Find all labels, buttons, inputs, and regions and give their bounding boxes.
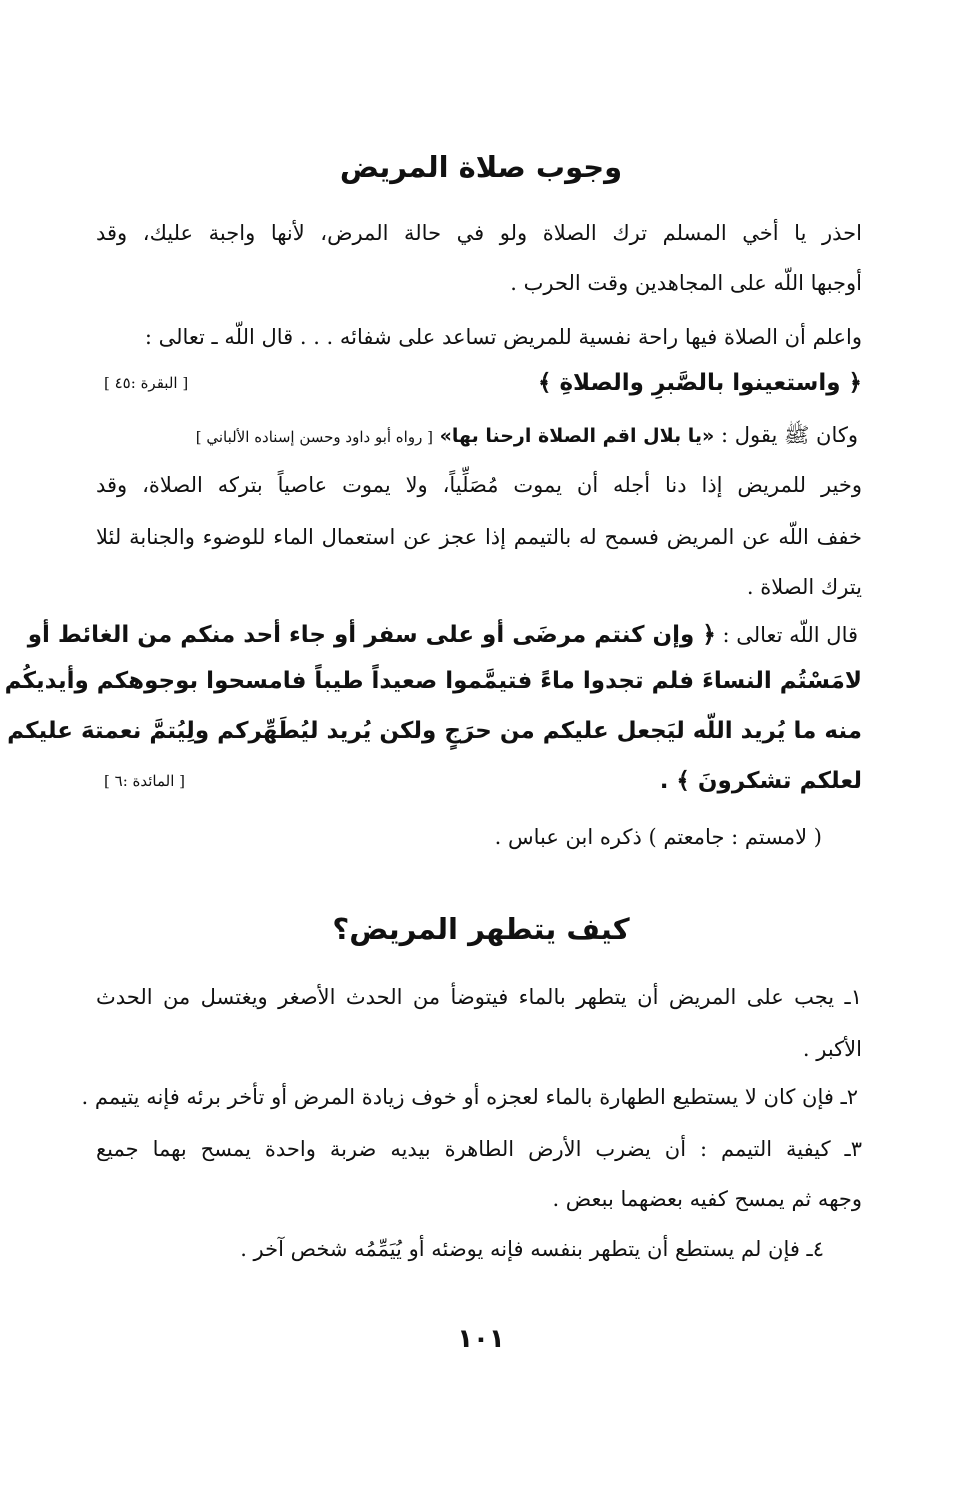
verse-reference: [ البقرة :٤٥ ] [104, 374, 189, 392]
list-item-continuation: وجهه ثم يمسح كفيه بعضهما ببعض . [552, 1187, 862, 1211]
hadith-prefix: وكان ﷺ يقول : [720, 423, 858, 447]
list-item: ١ـ يجب على المريض أن يتطهر بالماء فيتوضأ من الحدث الأصغر ويغتسل من الحدث [96, 985, 862, 1009]
quran-verse-line: لعلكم تشكرونَ ﴾ . [659, 768, 862, 794]
paragraph-line: وخير للمريض إذا دنا أجله أن يموت مُصَلِّياً، ولا يموت عاصياً بتركه الصلاة، وقد [96, 473, 862, 497]
quran-verse: ﴿ واستعينوا بالصَّبرِ والصلاةِ ﴾ [537, 370, 862, 396]
hadith-reference: [ رواه أبو داود وحسن إسناده الألباني ] [195, 428, 433, 446]
paragraph-line: احذر يا أخي المسلم ترك الصلاة ولو في حالة المرض، لأنها واجبة عليك، وقد [96, 221, 862, 245]
quran-verse-line: منه ما يُريد اللّه ليَجعل عليكم من حرَجٍ ولكن يُريد ليُطَهِّركم ولِيُتمَّ نعمتهَ عليكم [7, 718, 862, 744]
note-line: ( لامستم : جامعتم ) ذكره ابن عباس . [494, 825, 822, 849]
quran-verse-line: لامَسْتُم النساءَ فلم تجدوا ماءً فتيمَّموا صعيداً طيباً فامسحوا بوجوهكم وأيديكُم [4, 668, 862, 694]
list-item: ٢ـ فإن كان لا يستطيع الطهارة بالماء لعجزه أو خوف زيادة المرض أو تأخر برئه فإنه يتيمم . [81, 1085, 858, 1109]
verse-intro-line [27, 620, 858, 650]
hadith-line [92, 420, 858, 452]
section-title-purification: كيف يتطهر المريض؟ [332, 912, 630, 946]
paragraph-line: خفف اللّه عن المريض فسمح له بالتيمم إذا عجز عن استعمال الماء للوضوء والجنابة لئلا [96, 525, 862, 549]
list-item: ٤ـ فإن لم يستطع أن يتطهر بنفسه فإنه يوضئه أو يُيَمِّمُه شخص آخر . [240, 1237, 824, 1261]
quran-verse: ﴿ وإن كنتم مرضَى أو على سفر أو جاء أحد منكم من الغائط أو [27, 622, 716, 648]
hadith-text: «يا بلال اقم الصلاة ارحنا بها» [439, 425, 715, 447]
list-item-continuation: الأكبر . [802, 1037, 862, 1061]
list-item: ٣ـ كيفية التيمم : أن يضرب الأرض الطاهرة بيديه ضربة واحدة يمسح بهما جميع [96, 1137, 862, 1161]
paragraph-line: يترك الصلاة . [746, 575, 862, 599]
page-number: ١٠١ [457, 1324, 505, 1354]
paragraph-line: واعلم أن الصلاة فيها راحة نفسية للمريض تساعد على شفائه . . . قال اللّه ـ تعالى : [144, 325, 862, 349]
verse-reference: [ المائدة :٦ ] [104, 772, 186, 790]
verse-intro: قال اللّه تعالى : [722, 623, 858, 647]
paragraph-line: أوجبها اللّه على المجاهدين وقت الحرب . [510, 271, 862, 295]
section-title-sick-prayer: وجوب صلاة المريض [339, 150, 623, 184]
